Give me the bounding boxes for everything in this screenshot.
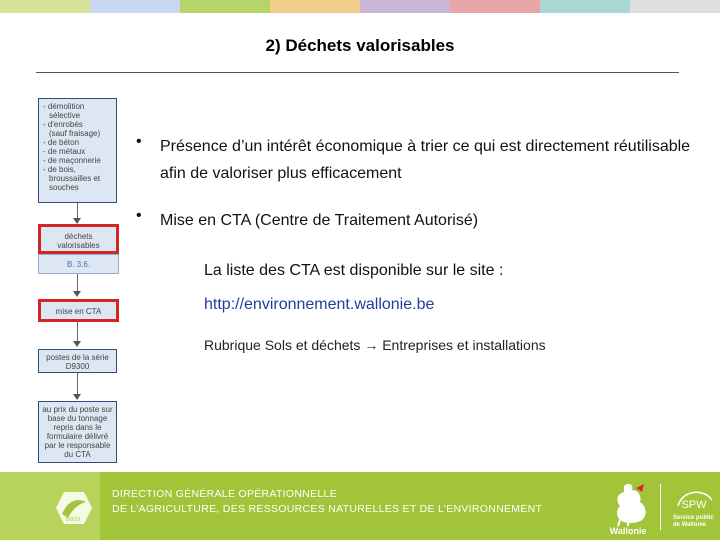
flow-connector (77, 373, 78, 395)
flow-text: base du tonnage (47, 414, 108, 423)
flow-text: - de béton (43, 138, 80, 147)
spw-subtitle (673, 515, 719, 529)
flow-arrow (73, 341, 81, 347)
flow-text: au prix du poste sur (42, 405, 113, 414)
color-segment (180, 0, 270, 13)
title-divider (36, 72, 679, 73)
flow-arrow (73, 394, 81, 400)
dgo3-label: DGO3 (65, 517, 81, 523)
bullet-dot: • (136, 133, 142, 150)
flow-box-cta (38, 299, 119, 322)
dgo3-logo-icon (54, 490, 92, 526)
spw-label: SPW (681, 499, 707, 511)
bullet-dot: • (136, 207, 142, 224)
flow-connector (77, 274, 78, 292)
flow-text: sélective (49, 111, 81, 120)
flow-text: - de maçonnerie (43, 156, 101, 165)
flow-box-valorisables (38, 224, 119, 254)
flow-text: du CTA (64, 450, 91, 459)
flow-text: repris dans le (53, 423, 102, 432)
flow-arrow (73, 291, 81, 297)
flow-text: postes de la série (46, 353, 109, 362)
flow-text: D9300 (65, 362, 90, 371)
color-segment (270, 0, 360, 13)
flow-text: valorisables (57, 241, 100, 250)
color-segment (0, 0, 90, 13)
color-segment (630, 0, 720, 13)
flow-box-postes (38, 349, 117, 373)
flow-text: par le responsable (44, 441, 111, 450)
cta-list-info: La liste des CTA est disponible sur le site : (204, 262, 504, 279)
bullet-text: Mise en CTA (Centre de Traitement Autorisé) (160, 212, 479, 229)
rubric-path: Rubrique Sols et déchets → Entreprises et installations (204, 337, 546, 353)
flow-connector (77, 322, 78, 342)
color-segment (540, 0, 630, 13)
wallonie-label: Wallonie (609, 526, 647, 536)
flow-text: - démolition (43, 102, 85, 111)
flow-box-demolition (38, 98, 117, 203)
flow-text: mise en CTA (55, 307, 102, 316)
spw-logo-icon (672, 486, 716, 514)
environment-link[interactable]: http://environnement.wallonie.be (204, 296, 435, 313)
flow-ref: B. 3.6. (66, 260, 91, 269)
spw-subtitle-line: de Wallonie (673, 522, 707, 528)
slide-title: 2) Déchets valorisables (265, 36, 455, 55)
flow-text: déchets (64, 232, 93, 241)
logo-separator (660, 484, 661, 530)
top-color-bar (0, 0, 720, 13)
flow-box-prix (38, 401, 117, 463)
flow-text: (sauf fraisage) (49, 129, 101, 138)
flow-text: broussailles et (49, 174, 101, 183)
bullet-text: Présence d’un intérêt économique à trier ce qui est directement réutilisable afin de valoriser plus efficacement (160, 138, 691, 182)
color-segment (90, 0, 180, 13)
color-segment (360, 0, 450, 13)
flow-text: - de métaux (43, 147, 86, 156)
flow-text: - d'enrobés (43, 120, 83, 129)
footer-line-1: DIRECTION GÉNÉRALE OPÉRATIONNELLE (112, 488, 338, 500)
footer-line-2: DE L’AGRICULTURE, DES RESSOURCES NATURELLES ET DE L’ENVIRONNEMENT (112, 503, 543, 515)
color-segment (450, 0, 540, 13)
flow-connector (77, 203, 78, 219)
spw-subtitle-line: Service public (673, 515, 714, 521)
flow-text: - de bois, (43, 165, 76, 174)
flow-text: souches (49, 183, 79, 192)
flow-text: formulaire délivré (46, 432, 109, 441)
flowchart (0, 90, 140, 470)
